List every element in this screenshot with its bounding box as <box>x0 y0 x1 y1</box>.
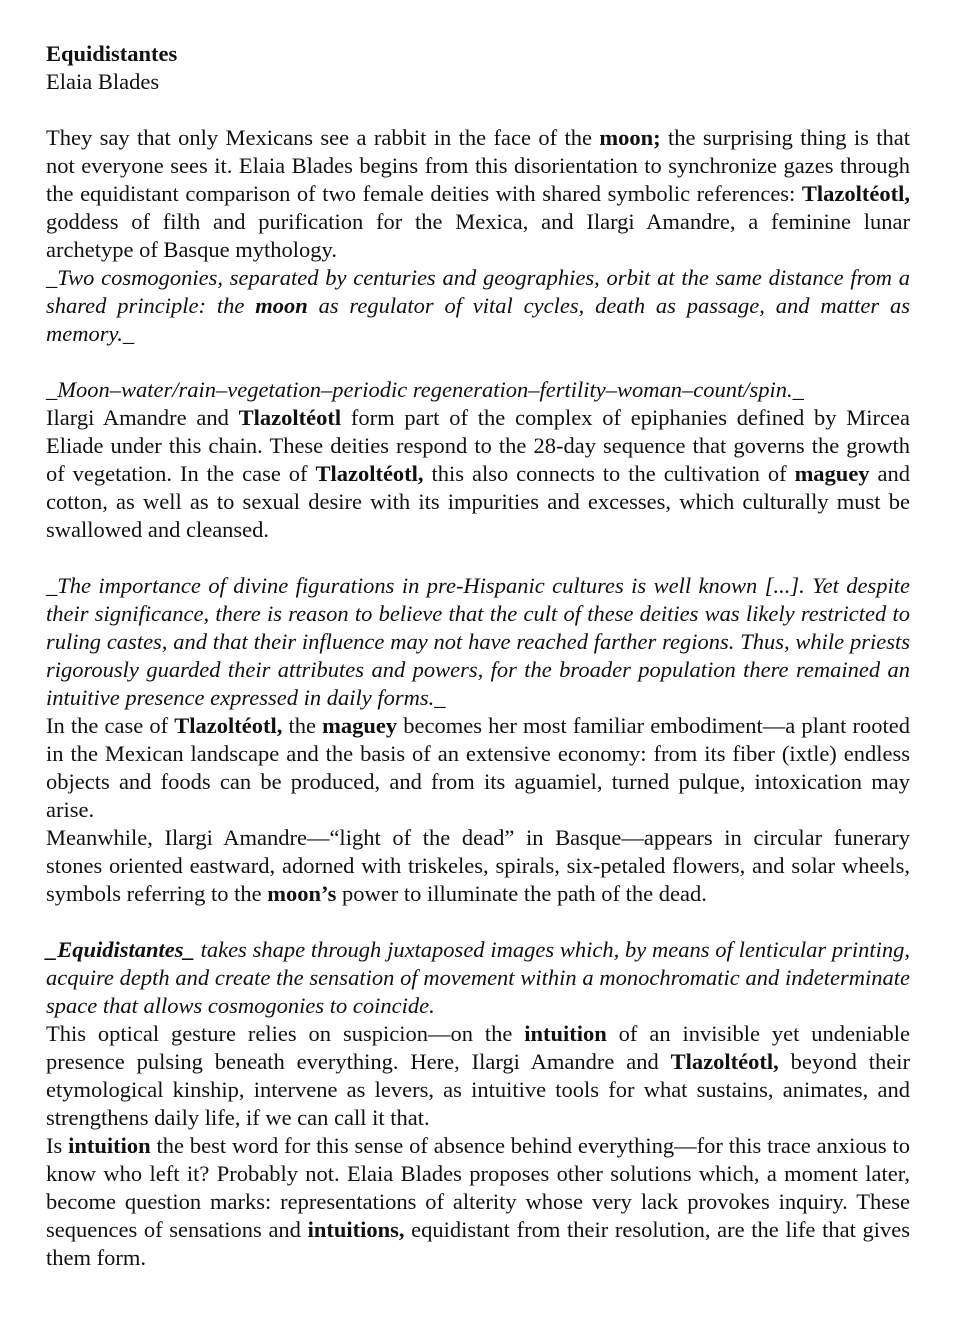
paragraph <box>46 712 910 824</box>
text-segment: They say that only Mexicans see a rabbit in the face of the <box>46 125 600 150</box>
text-segment: goddess of filth and purification for the Mexica, and Ilargi Amandre, a feminine lunar archetype of Basque mythology. <box>46 209 910 262</box>
bold-text: moon’s <box>267 881 337 906</box>
text-segment: and cotton, as well as to sexual desire with its impurities and excesses, which culturally must be swallowed and cleansed. <box>46 461 910 542</box>
text-segment: _The importance of divine figurations in pre-Hispanic cultures is well known [...]. Yet despite their significance, there is reason to believe that the cult of these deities was likely restricted to ruling castes, and that their influence may not have reached farther regions. Thus, while priests rigorously guarded their attributes and powers, for the broader population there remained an intuitive presence expressed in daily forms._ <box>46 573 910 710</box>
text-segment: as regulator of vital cycles, death as passage, and matter as memory._ <box>46 293 910 346</box>
text-segment: Is <box>46 1133 69 1158</box>
paragraph <box>46 1132 910 1272</box>
bold-text: moon; <box>599 125 661 150</box>
bold-text: intuition <box>68 1133 151 1158</box>
paragraph <box>46 936 910 1020</box>
bold-text: Tlazoltéotl, <box>801 181 910 206</box>
text-segment: becomes her most familiar embodiment—a plant rooted in the Mexican landscape and the basis of an extensive economy: from its fiber (ixtle) endless objects and foods can be produced, and from its aguamiel, turned pulque, intoxication may arise. <box>46 713 910 822</box>
text-segment: This optical gesture relies on suspicion—on the <box>46 1021 525 1046</box>
bold-text: maguey <box>794 461 870 486</box>
text-segment: the surprising thing is that not everyone sees it. Elaia Blades begins from this disorientation to synchronize gazes through the equidistant comparison of two female deities with shared symbolic references: <box>46 125 910 206</box>
paragraph <box>46 824 910 908</box>
text-segment: of an invisible yet undeniable presence pulsing beneath everything. Here, Ilargi Amandre and <box>46 1021 910 1074</box>
bold-text: moon <box>255 293 308 318</box>
bold-text: Tlazoltéotl <box>238 405 342 430</box>
paragraph <box>46 376 910 404</box>
paragraph <box>46 572 910 712</box>
paragraph <box>46 404 910 544</box>
text-segment: takes shape through juxtaposed images which, by means of lenticular printing, acquire depth and create the sensation of movement within a monochromatic and indeterminate space that allows cosmogonies to coincide. <box>46 937 910 1018</box>
paragraph <box>46 124 910 264</box>
bold-text: Tlazoltéotl, <box>315 461 424 486</box>
document-body <box>46 124 910 1272</box>
text-segment: Meanwhile, Ilargi Amandre—“light of the dead” in Basque—appears in circular funerary stones oriented eastward, adorned with triskeles, spirals, six-petaled flowers, and solar wheels, symbols referring to the <box>46 825 910 906</box>
bold-text: intuitions, <box>307 1217 405 1242</box>
author-name: Elaia Blades <box>46 69 160 94</box>
text-segment: equidistant from their resolution, are the life that gives them form. <box>46 1217 910 1270</box>
bold-text: Tlazoltéotl, <box>670 1049 779 1074</box>
text-segment: _Moon–water/rain–vegetation–periodic regeneration–fertility–woman–count/spin._ <box>46 377 804 402</box>
text-segment: power to illuminate the path of the dead. <box>336 881 707 906</box>
text-segment: form part of the complex of epiphanies defined by Mircea Eliade under this chain. These deities respond to the 28-day sequence that governs the growth of vegetation. In the case of <box>46 405 911 486</box>
text-segment: Ilargi Amandre and <box>46 405 239 430</box>
bold-text: intuition <box>524 1021 607 1046</box>
text-segment: the <box>282 713 323 738</box>
text-segment: In the case of <box>46 713 175 738</box>
bold-text: _Equidistantes_ <box>46 937 195 962</box>
text-segment: the best word for this sense of absence behind everything—for this trace anxious to know who left it? Probably not. Elaia Blades proposes other solutions which, a moment later, become question marks: representations of alterity whose very lack provokes inquiry. These sequences of sensations and <box>46 1133 911 1242</box>
text-segment: beyond their etymological kinship, intervene as levers, as intuitive tools for what sustains, animates, and strengthens daily life, if we can call it that. <box>46 1049 910 1130</box>
bold-text: maguey <box>322 713 398 738</box>
paragraph <box>46 1020 910 1132</box>
text-segment: this also connects to the cultivation of <box>423 461 795 486</box>
text-segment: _Two cosmogonies, separated by centuries and geographies, orbit at the same distance from a shared principle: the <box>46 265 910 318</box>
paragraph <box>46 264 910 348</box>
bold-text: Tlazoltéotl, <box>174 713 283 738</box>
document-title: Equidistantes <box>46 41 178 66</box>
